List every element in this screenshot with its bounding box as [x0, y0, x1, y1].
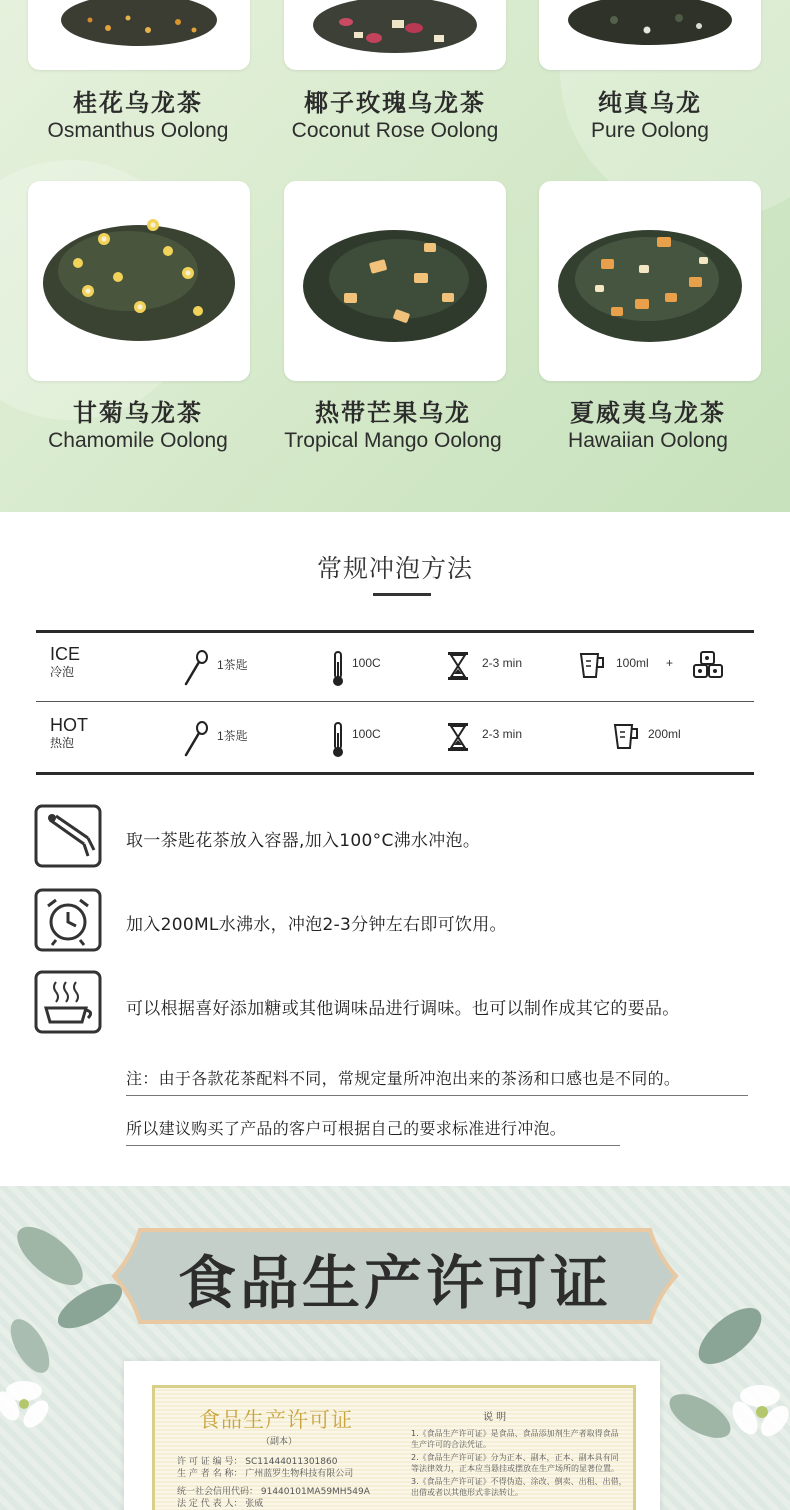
water-temperature: 100C — [352, 656, 381, 670]
brew-row-hot — [36, 707, 754, 767]
hourglass-icon — [446, 650, 470, 682]
brew-mode — [50, 715, 88, 751]
product-card-tropical-mango[interactable] — [284, 181, 506, 381]
product-name-en: Hawaiian Oolong — [568, 429, 728, 452]
product-card-chamomile[interactable] — [28, 181, 250, 381]
note-line: 所以建议购买了产品的客户可根据自己的要求标准进行冲泡。 — [126, 1116, 620, 1146]
product-grid-section — [0, 0, 790, 512]
tea-leaves-image — [28, 181, 250, 381]
product-name-zh: 椰子玫瑰乌龙茶 — [304, 89, 486, 117]
note-line: 注：由于各款花茶配料不同，常规定量所冲泡出来的茶汤和口感也是不同的。 — [126, 1066, 748, 1096]
tea-leaves-image — [28, 0, 250, 70]
brew-row-ice — [36, 636, 754, 696]
water-amount: 200ml — [648, 727, 681, 741]
tea-leaves-image — [539, 0, 761, 70]
product-caption — [8, 88, 268, 144]
certificate-note: 生产许可的合法凭证。 — [411, 1440, 491, 1449]
brew-mode-zh: 冷泡 — [50, 665, 75, 679]
spoon-icon — [180, 721, 210, 757]
step-text: 取一茶匙花茶放入容器,加入100°C沸水冲泡。 — [126, 831, 481, 851]
product-name-en: Osmanthus Oolong — [47, 119, 229, 142]
product-caption — [8, 398, 268, 454]
certificate-note: 3.《食品生产许可证》不得伪造、涂改、倒卖、出租、出借， — [411, 1477, 627, 1486]
certificate-title: 食品生产许可证 — [199, 1408, 353, 1432]
tea-leaves-image — [284, 181, 506, 381]
product-card-pure-oolong[interactable] — [539, 0, 761, 70]
product-caption — [263, 398, 523, 454]
product-card-osmanthus[interactable] — [28, 0, 250, 70]
certificate-note: 2.《食品生产许可证》分为正本、副本，正本、副本具有同 — [411, 1453, 619, 1462]
method-title: 常规冲泡方法 — [316, 554, 473, 583]
brew-mode — [50, 644, 80, 680]
brew-mode-zh: 热泡 — [50, 736, 75, 750]
ice-cubes-icon — [691, 650, 725, 680]
product-caption — [520, 88, 780, 144]
table-rule — [36, 630, 754, 633]
tea-leaves-image — [284, 0, 506, 70]
alarm-clock-icon — [32, 888, 106, 954]
water-amount: 100ml — [616, 656, 649, 670]
product-name-zh: 热带芒果乌龙 — [315, 399, 471, 427]
title-underline — [373, 593, 431, 596]
product-name-zh: 桂花乌龙茶 — [73, 89, 203, 117]
certificate-subtitle: （副本） — [261, 1437, 298, 1447]
thermometer-icon — [330, 721, 346, 759]
product-name-en: Pure Oolong — [591, 119, 709, 142]
spoon-amount: 1茶匙 — [217, 729, 248, 743]
steep-time: 2-3 min — [482, 727, 523, 741]
certificate-note: 1.《食品生产许可证》是食品、食品添加剂生产者取得食品 — [411, 1429, 619, 1438]
spoon-amount: 1茶匙 — [217, 658, 248, 672]
certificate-note: 出借或者以其他形式非法转让。 — [411, 1488, 523, 1497]
certificate-field: 许 可 证 编 号： SC11444011301860 — [177, 1457, 338, 1467]
measuring-cup-icon — [612, 721, 640, 751]
product-name-en: Coconut Rose Oolong — [291, 119, 499, 142]
tongs-icon — [32, 804, 106, 870]
certificate-notes-title: 说 明 — [483, 1412, 507, 1423]
certificate-border — [152, 1385, 636, 1510]
tea-leaves-image — [539, 181, 761, 381]
product-caption — [265, 88, 525, 144]
step-text: 加入200ML水沸水，冲泡2-3分钟左右即可饮用。 — [126, 915, 507, 935]
brew-mode-en: HOT — [50, 715, 88, 735]
step-text: 可以根据喜好添加糖或其他调味品进行调味。也可以制作成其它的要品。 — [126, 999, 680, 1019]
product-name-zh: 纯真乌龙 — [598, 89, 702, 117]
spoon-icon — [180, 650, 210, 686]
hot-cup-icon — [32, 970, 106, 1036]
license-title: 食品生产许可证 — [177, 1249, 612, 1317]
steep-time: 2-3 min — [482, 656, 523, 670]
measuring-cup-icon — [578, 650, 606, 680]
water-temperature: 100C — [352, 727, 381, 741]
product-card-hawaiian[interactable] — [539, 181, 761, 381]
certificate-field: 统一社会信用代码： 91440101MA59MH549A — [177, 1487, 370, 1497]
product-name-en: Tropical Mango Oolong — [284, 429, 502, 452]
table-rule — [36, 772, 754, 775]
product-name-zh: 甘菊乌龙茶 — [73, 399, 203, 427]
product-card-coconut-rose[interactable] — [284, 0, 506, 70]
hourglass-icon — [446, 721, 470, 753]
product-name-zh: 夏威夷乌龙茶 — [570, 399, 726, 427]
certificate-field: 生 产 者 名 称： 广州蓝罗生物科技有限公司 — [177, 1469, 354, 1479]
plus-sign: + — [666, 656, 674, 670]
license-certificate-image[interactable] — [124, 1361, 660, 1510]
product-caption — [518, 398, 778, 454]
thermometer-icon — [330, 650, 346, 688]
certificate-field: 法 定 代 表 人： 张威 — [177, 1499, 264, 1509]
license-section — [0, 1186, 790, 1510]
product-name-en: Chamomile Oolong — [48, 429, 228, 452]
brew-mode-en: ICE — [50, 644, 81, 664]
table-rule — [36, 701, 754, 702]
certificate-note: 等法律效力，正本应当悬挂或摆放在生产场所的显著位置。 — [411, 1464, 619, 1473]
